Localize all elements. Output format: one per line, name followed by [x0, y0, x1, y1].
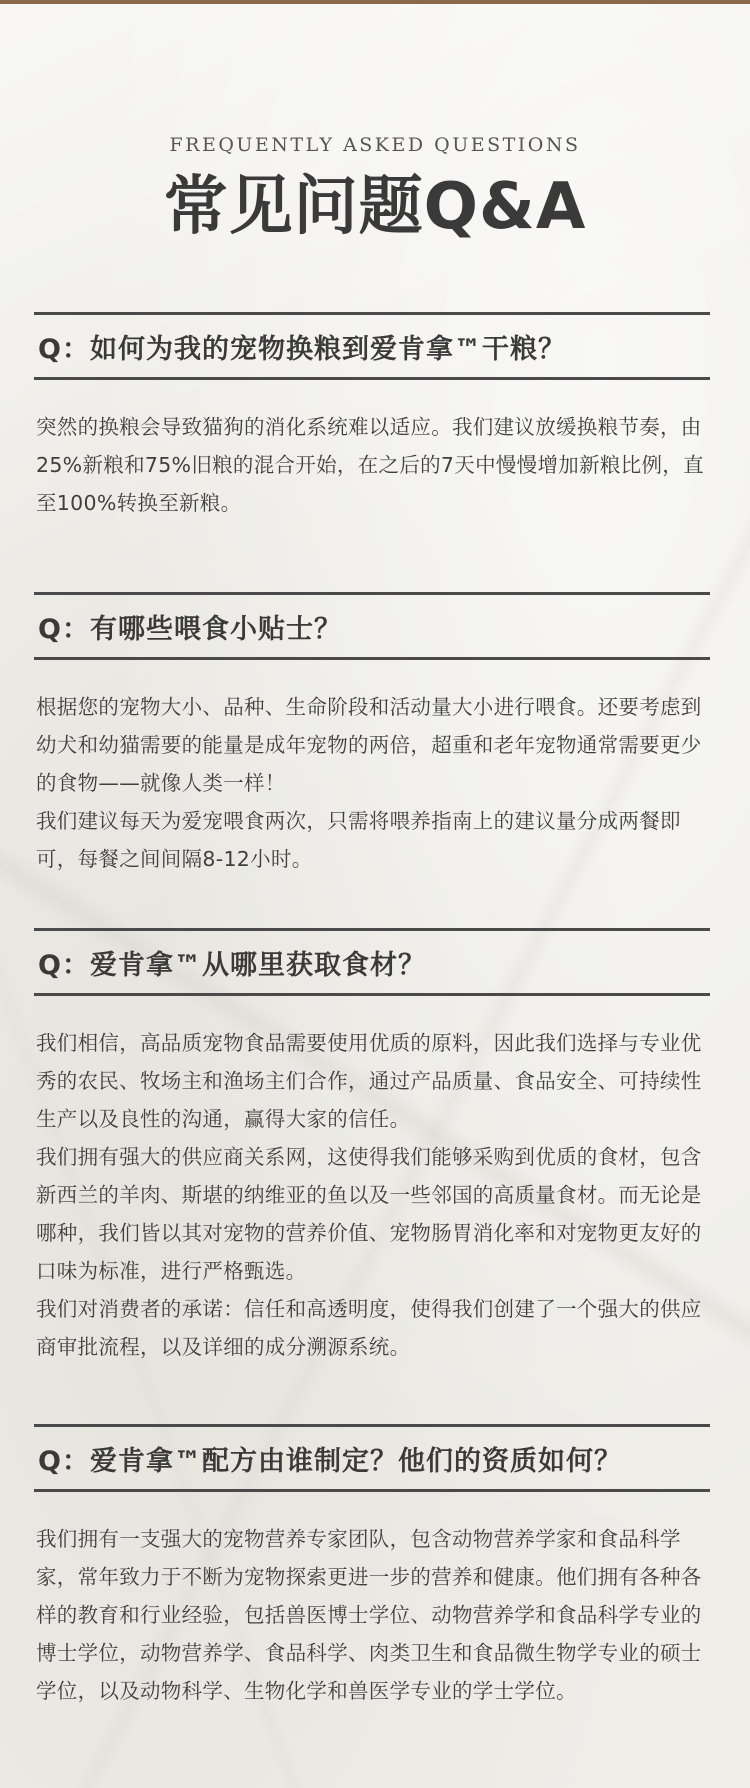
page-title: 常见问题Q&A [163, 170, 587, 244]
faq-item-switch-food [34, 312, 710, 522]
faq-answer-paragraph: 根据您的宠物大小、品种、生命阶段和活动量大小进行喂食。还要考虑到幼犬和幼猫需要的能量是成年宠物的两倍，超重和老年宠物通常需要更少的食物——就像人类一样！ [36, 695, 702, 795]
faq-question-block [34, 928, 710, 996]
faq-question-block [34, 312, 710, 380]
faq-question: Q：爱肯拿™从哪里获取食材？ [38, 949, 426, 981]
faq-question: Q：有哪些喂食小贴士？ [38, 613, 342, 645]
faq-answer-paragraph: 我们拥有一支强大的宠物营养专家团队，包含动物营养学家和食品科学家，常年致力于不断为宠物探索更进一步的营养和健康。他们拥有各种各样的教育和行业经验，包括兽医博士学位、动物营养学和食品科学专业的博士学位，动物营养学、食品科学、肉类卫生和食品微生物学专业的硕士学位，以及动物科学、生物化学和兽医学专业的学士学位。 [36, 1527, 702, 1703]
page-header [0, 132, 750, 242]
top-accent-bar [0, 0, 750, 4]
faq-question-block [34, 592, 710, 660]
faq-question: Q：爱肯拿™配方由谁制定？他们的资质如何？ [38, 1445, 622, 1477]
faq-answer-paragraph: 我们对消费者的承诺：信任和高透明度，使得我们创建了一个强大的供应商审批流程，以及详细的成分溯源系统。 [36, 1297, 702, 1359]
faq-answer-paragraph: 我们相信，高品质宠物食品需要使用优质的原料，因此我们选择与专业优秀的农民、牧场主和渔场主们合作，通过产品质量、食品安全、可持续性生产以及良性的沟通，赢得大家的信任。 [36, 1031, 702, 1131]
faq-subtitle: FREQUENTLY ASKED QUESTIONS [169, 134, 581, 156]
faq-answer-paragraph: 突然的换粮会导致猫狗的消化系统难以适应。我们建议放缓换粮节奏，由25%新粮和75%旧粮的混合开始，在之后的7天中慢慢增加新粮比例，直至100%转换至新粮。 [36, 415, 704, 515]
faq-item-ingredient-sourcing [34, 928, 710, 1366]
faq-answer [34, 1024, 710, 1366]
faq-item-formulation-team [34, 1424, 710, 1710]
faq-answer [34, 408, 710, 522]
faq-answer [34, 688, 710, 878]
faq-question-block [34, 1424, 710, 1492]
faq-item-feeding-tips [34, 592, 710, 878]
faq-question: Q：如何为我的宠物换粮到爱肯拿™干粮？ [38, 333, 566, 365]
faq-answer-paragraph: 我们拥有强大的供应商关系网，这使得我们能够采购到优质的食材，包含新西兰的羊肉、斯堪的纳维亚的鱼以及一些邻国的高质量食材。而无论是哪种，我们皆以其对宠物的营养价值、宠物肠胃消化率和对宠物更友好的口味为标准，进行严格甄选。 [36, 1145, 702, 1283]
faq-answer [34, 1520, 710, 1710]
faq-answer-paragraph: 我们建议每天为爱宠喂食两次，只需将喂养指南上的建议量分成两餐即可，每餐之间间隔8-12小时。 [36, 809, 681, 871]
